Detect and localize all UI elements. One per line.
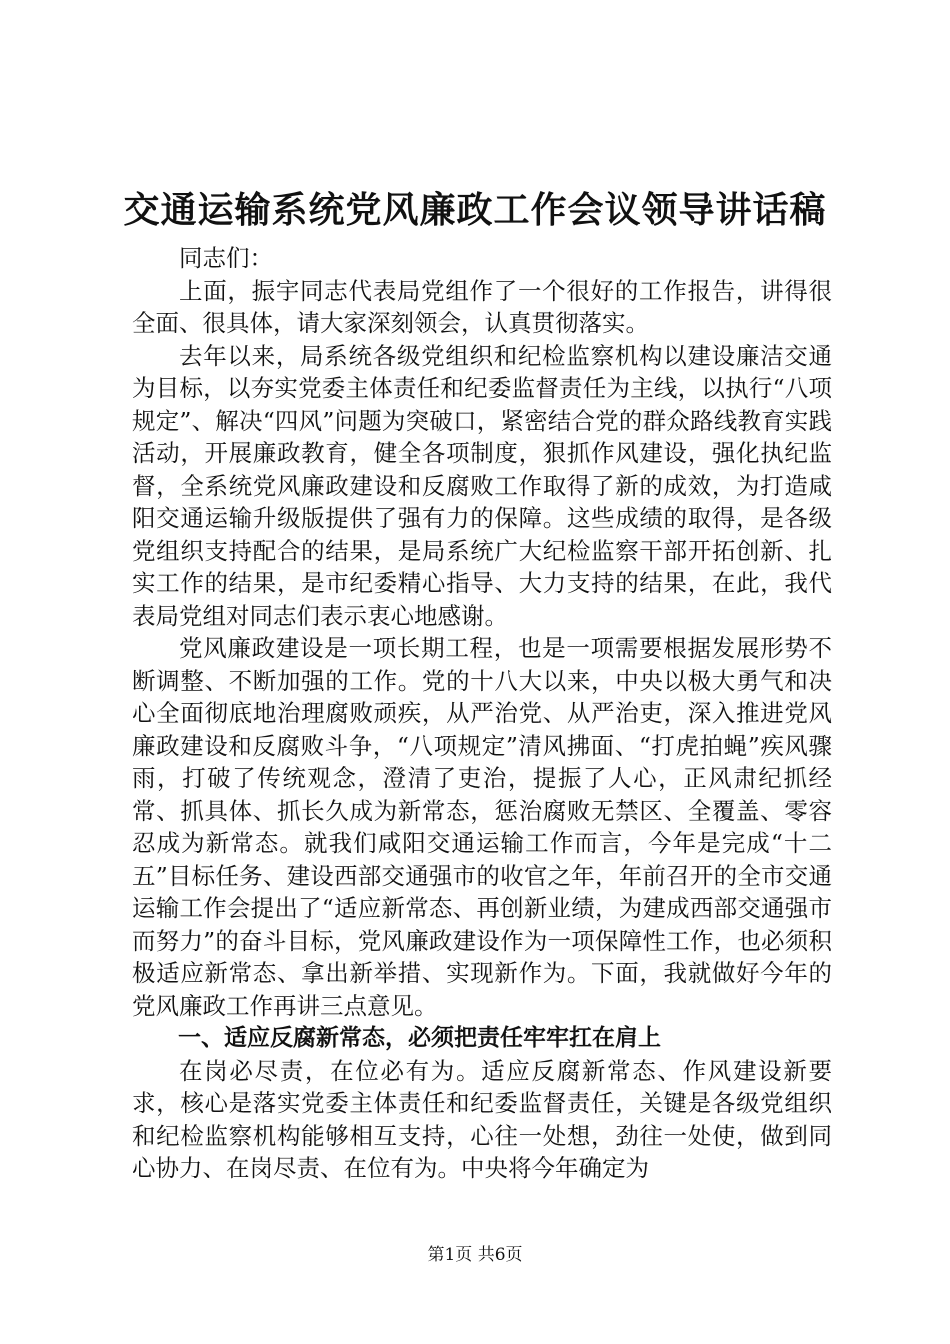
document-title: 交通运输系统党风廉政工作会议领导讲话稿 [123, 189, 827, 231]
paragraph-2: 去年以来，局系统各级党组织和纪检监察机构以建设廉洁交通为目标，以夯实党委主体责任和纪委监督责任为主线，以执行“八项规定”、解决“四风”问题为突破口，紧密结合党的群众路线教育实践活动，开展廉政教育，健全各项制度，狠抓作风建设，强化执纪监督，全系统党风廉政建设和反腐败工作取得了新的成效，为打造咸阳交通运输升级版提供了强有力的保障。这些成绩的取得，是各级党组织支持配合的结果，是局系统广大纪检监察干部开拓创新、扎实工作的结果，是市纪委精心指导、大力支持的结果，在此，我代表局党组对同志们表示衷心地感谢。 [132, 341, 832, 630]
greeting: 同志们： [179, 244, 273, 272]
section-paragraph: 在岗必尽责，在位必有为。适应反腐新常态、作风建设新要求，核心是落实党委主体责任和纪委监督责任，关键是各级党组织和纪检监察机构能够相互支持，心往一处想，劲往一处使，做到同心协力、在岗尽责、在位有为。中央将今年确定为 [132, 1056, 832, 1182]
paragraph-1: 上面，振宇同志代表局党组作了一个很好的工作报告，讲得很全面、很具体，请大家深刻领会，认真贯彻落实。 [132, 276, 832, 337]
paragraph-3: 党风廉政建设是一项长期工程，也是一项需要根据发展形势不断调整、不断加强的工作。党的十八大以来，中央以极大勇气和决心全面彻底地治理腐败顽疾，从严治党、从严治吏，深入推进党风廉政建设和反腐败斗争，“八项规定”清风拂面、“打虎拍蝇”疾风骤雨，打破了传统观念，澄清了吏治，提振了人心，正风肃纪抓经常、抓具体、抓长久成为新常态，惩治腐败无禁区、全覆盖、零容忍成为新常态。就我们咸阳交通运输工作而言，今年是完成“十二五”目标任务、建设西部交通强市的收官之年，年前召开的全市交通运输工作会提出了“适应新常态、再创新业绩，为建成西部交通强市而努力”的奋斗目标，党风廉政建设作为一项保障性工作，也必须积极适应新常态、拿出新举措、实现新作为。下面，我就做好今年的党风廉政工作再讲三点意见。 [132, 634, 832, 1020]
section-heading: 一、适应反腐新常态，必须把责任牢牢扛在肩上 [178, 1025, 661, 1051]
page-number-footer: 第1页 共6页 [427, 1245, 523, 1265]
document-body [132, 242, 832, 1185]
